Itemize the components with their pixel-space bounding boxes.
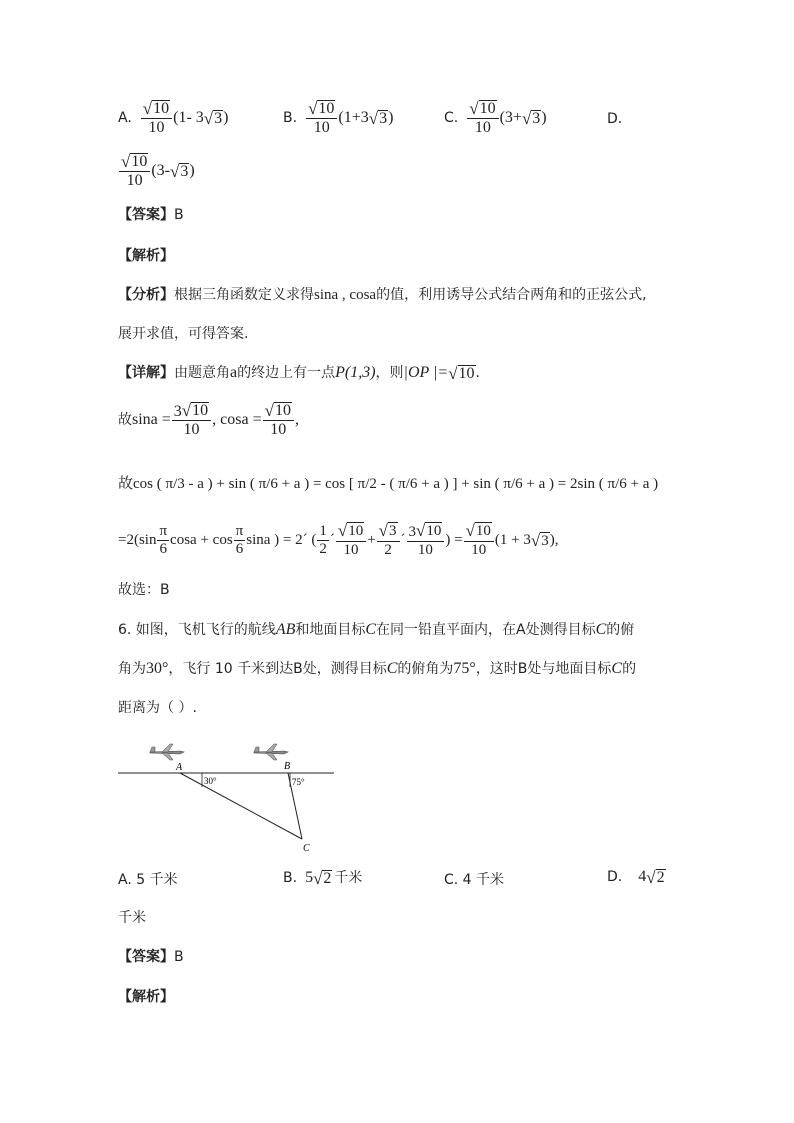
- fraction: √ 10 10: [464, 522, 494, 559]
- angle-a-label: 30°: [204, 776, 217, 786]
- q5-step1: 故 sina = 3 √ 10 10 , cosa = √ 10 10 ,: [118, 401, 299, 438]
- q6-option-a: A. 5 千米: [118, 872, 178, 888]
- q6-stem-line1: 6. 如图，飞机飞行的航线AB和地面目标C在同一铅直平面内，在A处测得目标C的俯: [118, 621, 635, 638]
- fraction: $\frac{1}{2}$: [319, 523, 327, 557]
- option-label: A.: [118, 110, 132, 126]
- option-label: C.: [444, 110, 459, 126]
- fraction: $\frac{\pi}{6}$: [235, 523, 244, 557]
- q5-choose: 故选：B: [118, 582, 170, 598]
- q6-stem-line2: 角为30°，飞行 10 千米到达B处，测得目标C的俯角为75°，这时B处与地面目标C的: [118, 660, 637, 677]
- q6-stem-line3: 距离为（ ）.: [118, 700, 197, 716]
- airplane-icon: [150, 744, 184, 760]
- option-label: D.: [607, 111, 623, 127]
- fraction: √ 10 10: [467, 100, 498, 136]
- q6-analysis-tag: 【解析】: [118, 989, 174, 1005]
- segment-ac: [180, 773, 302, 839]
- q5-option-a: A. √ 10 10 (1- 3 √ 3 ): [118, 99, 229, 136]
- q6-answer: 【答案】B: [118, 949, 184, 965]
- fraction: √ 10 10: [263, 402, 294, 438]
- answer-value: B: [174, 207, 184, 223]
- fraction: √ 10 10: [336, 522, 366, 559]
- option-label: B.: [283, 110, 298, 126]
- q5-answer: [118, 205, 184, 225]
- q5-option-c: C. √ 10 10 (3+ √ 3 ): [444, 99, 547, 136]
- fraction: √ 10 10: [119, 153, 150, 189]
- fraction: √ 10 10: [141, 100, 172, 136]
- label-c: C: [303, 843, 310, 854]
- fraction: 3 √ 10 10: [172, 402, 211, 438]
- q6-figure: [118, 738, 340, 856]
- fraction: √ 3 2: [377, 522, 400, 559]
- label-a: A: [176, 762, 183, 773]
- q5-xiangjie: 【详解】 由题意角 a 的终边上有一点 P(1,3) ，则 |OP |= √ 10 .: [118, 363, 480, 383]
- fraction: √ 10 10: [306, 100, 337, 136]
- fraction: 3 √ 10 10: [407, 522, 445, 559]
- q5-fenxi-line2: 展开求值，可得答案.: [118, 326, 249, 342]
- q5-fenxi: 【分析】根据三角函数定义求得sina , cosa的值，利用诱导公式结合两角和的正弦公式,: [118, 287, 647, 303]
- fraction: $\frac{\pi}{6}$: [159, 523, 168, 557]
- q6-option-d-unit: 千米: [118, 910, 146, 926]
- q5-step2: 故cos ( π/3 - a ) + sin ( π/6 + a ) = cos [ π/2 - ( π/6 + a ) ] + sin ( π/6 + a ) = 2sin ( π/6 + a ): [118, 476, 659, 492]
- q5-step3: =2(sin $\frac{\pi}{6}$ cosa + cos $\frac{\pi}{6}$ sina ) = 2´ ( $\frac{1}{2}$ ´ √ 10 10 + √ 3 2 ´ 3 √ 10 10 ) = √ 10 10 (1 + 3 √ 3 ),: [118, 521, 559, 558]
- q5-option-d-label: [607, 108, 622, 127]
- answer-tag: 【答案】: [118, 207, 174, 223]
- label-b: B: [284, 761, 291, 772]
- q6-option-d: D. 4 √ 2: [607, 867, 665, 887]
- q5-analysis-tag: 【解析】: [118, 248, 174, 264]
- q6-option-b: B. 5 √ 2 千米: [283, 868, 363, 888]
- q5-option-b: B. √ 10 10 (1+3 √ 3 ): [283, 99, 394, 136]
- q5-option-d: √ 10 10 (3- √ 3 ): [121, 152, 195, 189]
- angle-b-label: 75°: [292, 777, 305, 787]
- airplane-icon: [254, 744, 288, 760]
- q6-option-c: C. 4 千米: [444, 872, 505, 888]
